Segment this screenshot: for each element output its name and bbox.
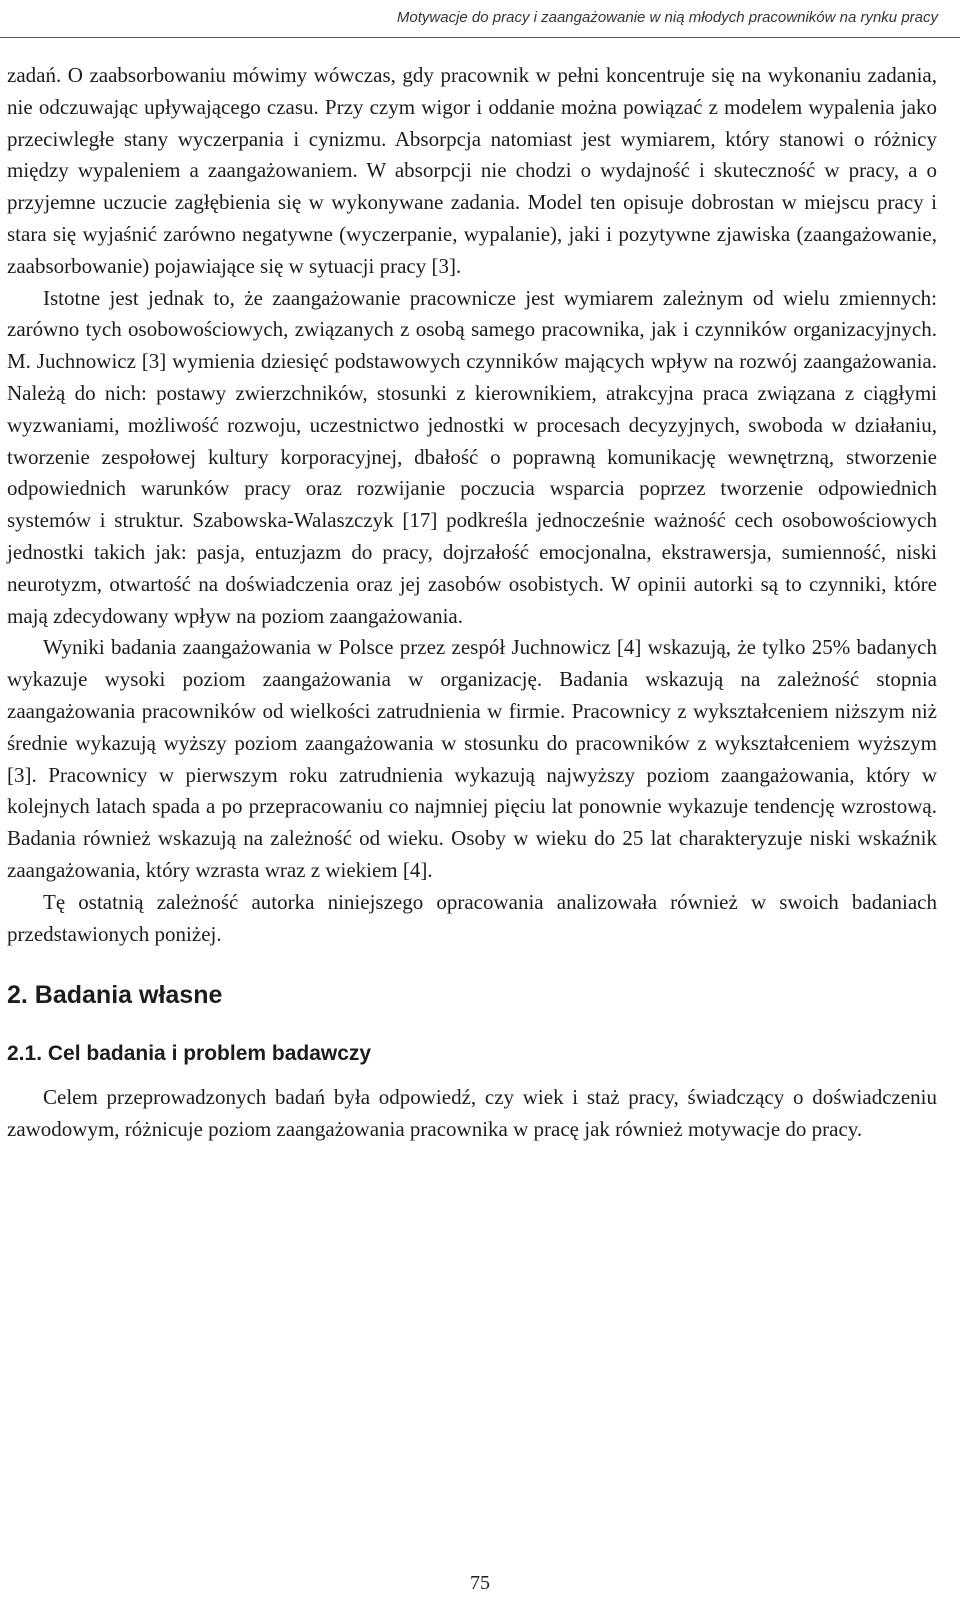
page-number: 75 xyxy=(470,1572,490,1594)
paragraph: Tę ostatnią zależność autorka niniejszego opracowania analizowała również w swoich badaniach przedstawionych poniżej. xyxy=(7,889,937,946)
paragraph: zadań. O zaabsorbowaniu mówimy wówczas, gdy pracownik w pełni koncentruje się na wykonaniu zadania, nie odczuwając upływającego czasu. Przy czym wigor i oddanie można powiązać z modelem wypalenia jako przeciwległe stany wyczerpania i cynizmu. Absorpcja natomiast jest wymiarem, który stanowi o różnicy między wypaleniem a zaangażowaniem. W absorpcji nie chodzi o wydajność i skuteczność w pracy, a o przyjemne uczucie zagłębienia się w wykonywane zadania. Model ten opisuje dobrostan w miejscu pracy i stara się wyjaśnić zarówno negatywne (wyczerpanie, wypalanie), jaki i pozytywne zjawiska (zaangażowanie, zaabsorbowanie) pojawiające się w sytuacji pracy [3]. xyxy=(7,63,937,278)
paragraph: Istotne jest jednak to, że zaangażowanie pracownicze jest wymiarem zależnym od wielu zmiennych: zarówno tych osobowościowych, związanych z osobą samego pracownika, jak i czynników organizacyjnych. M. Juchnowicz [3] wymienia dziesięć podstawowych czynników mających wpływ na rozwój zaangażowania. Należą do nich: postawy zwierzchników, stosunki z kierownikiem, atrakcyjna praca związana z ciągłymi wyzwaniami, możliwość rozwoju, uczestnictwo jednostki w procesach decyzyjnych, swoboda w działaniu, tworzenie zespołowej kultury korporacyjnej, dbałość o poprawną komunikację wewnętrzną, stworzenie odpowiednich warunków pracy oraz rozwijanie poczucia wsparcia poprzez tworzenie odpowiednich systemów i struktur. Szabowska-Walaszczyk [17] podkreśla jednocześnie ważność cech osobowościowych jednostki takich jak: pasja, entuzjazm do pracy, dojrzałość emocjonalna, ekstrawersja, sumienność, niski neurotyzm, otwartość na doświadczenia oraz jej zasobów osobistych. W opinii autorki są to czynniki, które mają zdecydowany wpływ na poziom zaangażowania. xyxy=(7,285,937,628)
section-heading: 2. Badania własne xyxy=(7,981,223,1010)
subsection-heading: 2.1. Cel badania i problem badawczy xyxy=(7,1042,372,1066)
running-header: Motywacje do pracy i zaangażowanie w nią młodych pracowników na rynku pracy xyxy=(396,9,938,26)
paragraph: Celem przeprowadzonych badań była odpowiedź, czy wiek i staż pracy, świadczący o doświadczeniu zawodowym, różnicuje poziom zaangażowania pracownika w pracę jak również motywacje do pracy. xyxy=(7,1085,937,1142)
body-text xyxy=(7,60,937,1146)
header-rule xyxy=(0,37,960,38)
paragraph: Wyniki badania zaangażowania w Polsce przez zespół Juchnowicz [4] wskazują, że tylko 25% badanych wykazuje wysoki poziom zaangażowania w organizację. Badania wskazują na zależność stopnia zaangażowania pracowników od wielkości zatrudnienia w firmie. Pracownicy z wykształceniem niższym niż średnie wykazują wyższy poziom zaangażowania w stosunku do pracowników z wykształceniem wyższym [3]. Pracownicy w pierwszym roku zatrudnienia wykazują najwyższy poziom zaangażowania, który w kolejnych latach spada a po przepracowaniu co najmniej pięciu lat ponownie wykazuje tendencję wzrostową. Badania również wskazują na zależność od wieku. Osoby w wieku do 25 lat charakteryzuje niski wskaźnik zaangażowania, który wzrasta wraz z wiekiem [4]. xyxy=(7,635,937,882)
